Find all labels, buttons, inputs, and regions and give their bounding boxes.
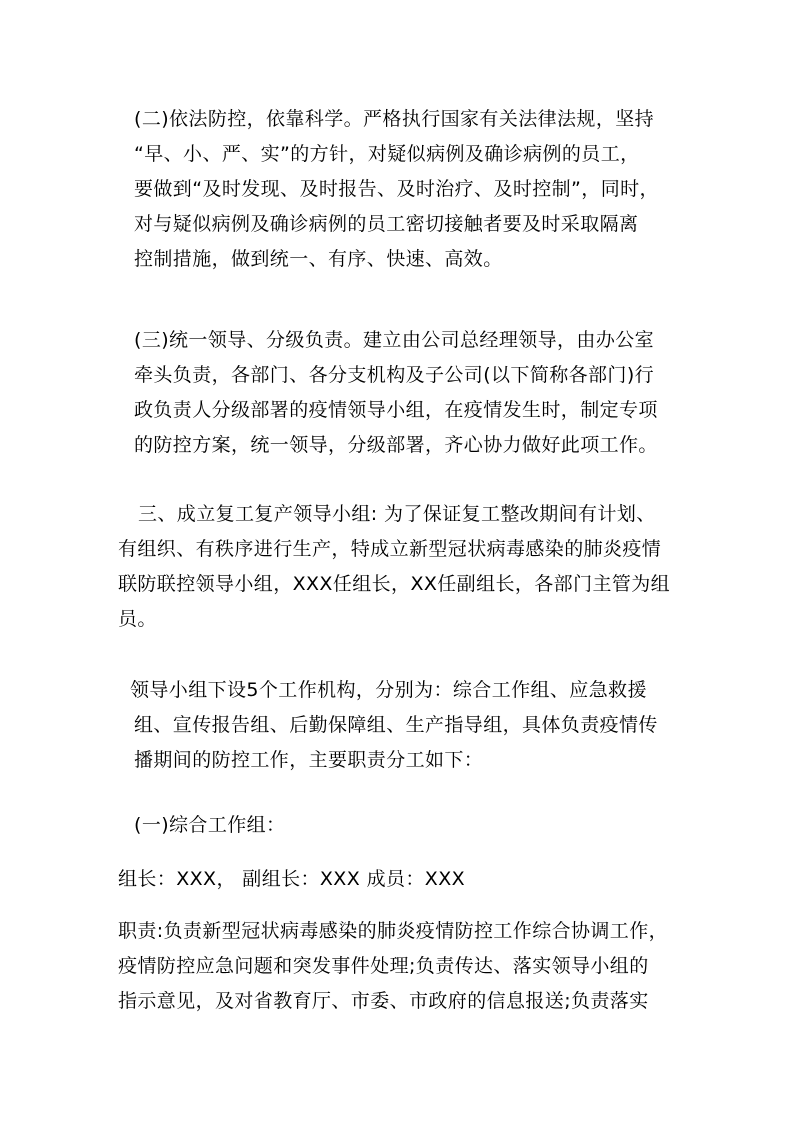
text-line: 的防控方案，统一领导，分级部署，齐心协力做好此项工作。	[134, 434, 658, 456]
text-line: 控制措施，做到统一、有序、快速、高效。	[134, 248, 503, 270]
paragraph-prevention-by-law	[118, 102, 688, 277]
section-heading-general-group	[118, 808, 688, 843]
text-line: 指示意见，及对省教育厅、市委、市政府的信息报送;负责落实	[118, 990, 649, 1012]
paragraph-leading-group	[118, 497, 688, 637]
paragraph-working-bodies	[118, 673, 688, 778]
text-line: 牵头负责，各部门、各分支机构及子公司(以下简称各部门)行	[134, 364, 655, 386]
text-line: (二)依法防控，依靠科学。严格执行国家有关法律法规，坚持	[134, 108, 655, 130]
text-line: (三)统一领导、分级负责。建立由公司总经理领导，由办公室	[134, 329, 655, 351]
text-line: 职责:负责新型冠状病毒感染的肺炎疫情防控工作综合协调工作，	[118, 920, 669, 942]
text-line: 组、宣传报告组、后勤保障组、生产指导组，具体负责疫情传	[134, 714, 658, 736]
text-line: 播期间的防控工作，主要职责分工如下：	[134, 749, 484, 771]
paragraph-duties	[118, 914, 688, 1019]
text-line: 有组织、有秩序进行生产，特成立新型冠状病毒感染的肺炎疫情	[118, 538, 662, 560]
text-line: 员。	[118, 608, 157, 630]
text-line: “早、小、严、实”的方针，对疑似病例及确诊病例的员工，	[134, 143, 640, 165]
paragraph-group-members	[118, 862, 688, 897]
text-line: 三、成立复工复产领导小组: 为了保证复工整改期间有计划、	[138, 503, 656, 525]
text-line: 要做到“及时发现、及时报告、及时治疗、及时控制”，同时，	[134, 178, 659, 200]
text-line: 组长：XXX， 副组长：XXX 成员：XXX	[118, 868, 466, 890]
paragraph-unified-leadership	[118, 323, 688, 463]
text-line: 领导小组下设5个工作机构，分别为：综合工作组、应急救援	[130, 679, 647, 701]
text-line: 政负责人分级部署的疫情领导小组，在疫情发生时，制定专项	[134, 399, 658, 421]
text-line: 对与疑似病例及确诊病例的员工密切接触者要及时采取隔离	[134, 213, 639, 235]
text-line: (一)综合工作组：	[134, 814, 286, 836]
text-line: 联防联控领导小组，XXX任组长，XX任副组长，各部门主管为组	[118, 573, 671, 595]
text-line: 疫情防控应急问题和突发事件处理;负责传达、落实领导小组的	[118, 955, 649, 977]
